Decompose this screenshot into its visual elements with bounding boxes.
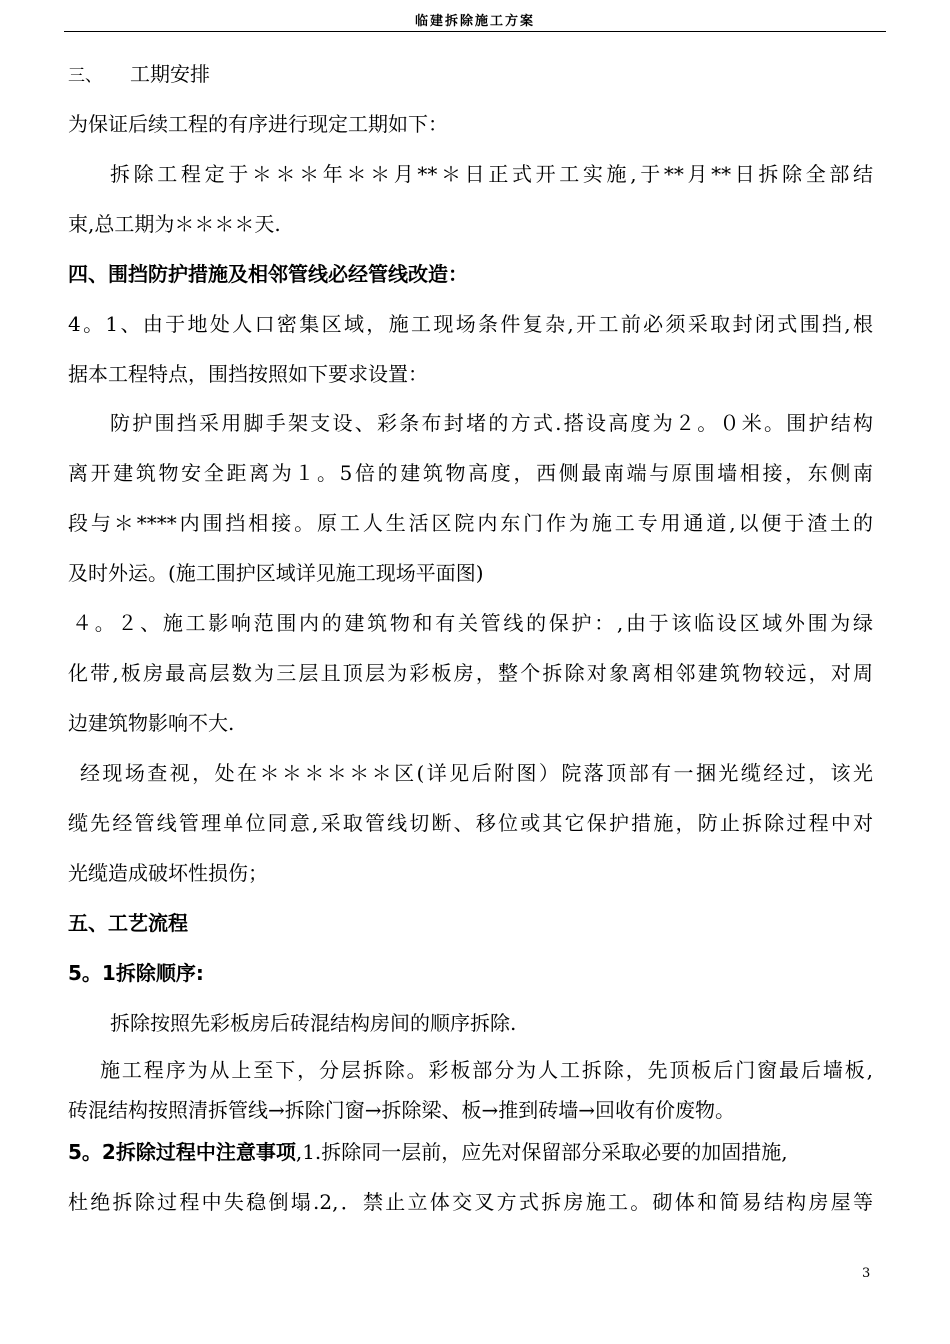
body-line: 杜绝拆除过程中失稳倒塌.2,．禁止立体交叉方式拆房施工。砌体和简易结构房屋等: [68, 1190, 873, 1214]
header-rule: [64, 31, 886, 32]
section-5-heading: 五、工艺流程: [68, 911, 188, 935]
subsection-5-2-heading: 5。2拆除过程中注意事项: [68, 1140, 296, 1164]
body-line: 施工程序为从上至下，分层拆除。彩板部分为人工拆除，先顶板后门窗最后墙板,: [100, 1058, 873, 1082]
body-line: 拆除工程定于＊＊＊年＊＊月**＊日正式开工实施,于**月**日拆除全部结: [110, 162, 873, 186]
subsection-5-2-text: ,1.拆除同一层前，应先对保留部分采取必要的加固措施,: [295, 1140, 788, 1164]
body-line: 据本工程特点，围挡按照如下要求设置：: [68, 362, 428, 386]
body-line: ４。２、施工影响范围内的建筑物和有关管线的保护：,由于该临设区域外围为绿: [72, 611, 873, 635]
section-4-heading: 四、围挡防护措施及相邻管线必经管线改造：: [68, 262, 468, 286]
body-line: 段与＊****内围挡相接。原工人生活区院内东门作为施工专用通道,以便于渣土的: [68, 511, 873, 535]
body-line: 束,总工期为＊＊＊＊天.: [68, 212, 281, 236]
body-line: 及时外运。(施工围护区域详见施工现场平面图): [68, 561, 484, 585]
body-line: 光缆造成破坏性损伤；: [68, 861, 268, 885]
body-line: 4。1、由于地处人口密集区域，施工现场条件复杂,开工前必须采取封闭式围挡,根: [68, 312, 873, 336]
section-number: 三、: [68, 66, 102, 86]
body-line: 离开建筑物安全距离为１。5倍的建筑物高度，西侧最南端与原围墙相接，东侧南: [68, 461, 873, 485]
body-line: 缆先经管线管理单位同意,采取管线切断、移位或其它保护措施，防止拆除过程中对: [68, 811, 873, 835]
running-header: 临建拆除施工方案: [414, 14, 535, 29]
section-title: 工期安排: [130, 62, 210, 86]
body-line: 砖混结构按照清拆管线→拆除门窗→拆除梁、板→推到砖墙→回收有价废物。: [68, 1098, 736, 1122]
body-line: 拆除按照先彩板房后砖混结构房间的顺序拆除.: [110, 1011, 517, 1035]
body-line: 经现场查视，处在＊＊＊＊＊＊区(详见后附图）院落顶部有一捆光缆经过，该光: [80, 761, 873, 785]
body-line: 边建筑物影响不大.: [68, 711, 235, 735]
body-line: 化带,板房最高层数为三层且顶层为彩板房，整个拆除对象离相邻建筑物较远，对周: [68, 661, 873, 685]
body-line: 防护围挡采用脚手架支设、彩条布封堵的方式.搭设高度为２。０米。围护结构: [110, 411, 873, 435]
section-3-heading: [68, 62, 210, 88]
body-line: 为保证后续工程的有序进行现定工期如下：: [68, 112, 448, 136]
subsection-5-2-line: [68, 1140, 788, 1164]
page-number: 3: [862, 1266, 871, 1281]
subsection-5-1-heading: 5。1拆除顺序:: [68, 961, 204, 985]
